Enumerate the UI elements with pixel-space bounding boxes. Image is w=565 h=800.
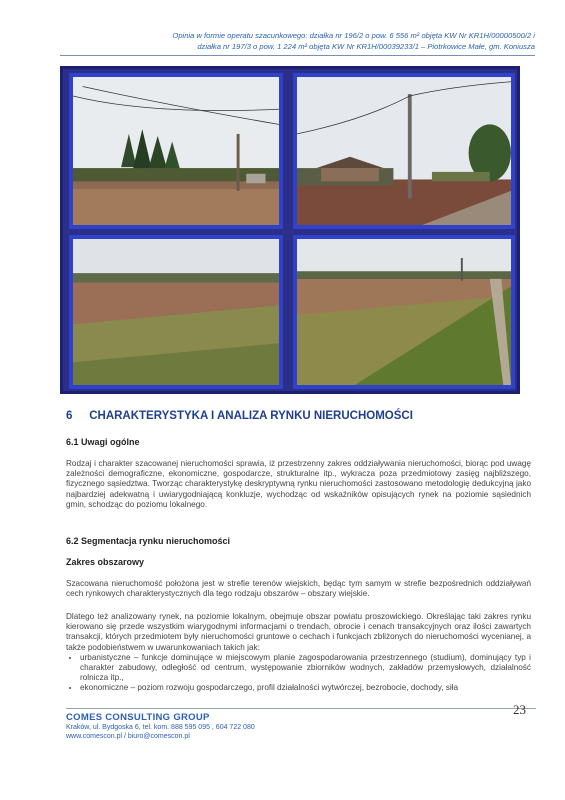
conditions-list xyxy=(66,653,531,694)
header-line-1: Opinia w formie operatu szacunkowego: działka nr 196/2 o pow. 6 556 m² objęta KW Nr KR1H/00000500/2 i xyxy=(172,31,535,40)
list-item-urbanistyczne: • urbanistyczne – funkcje dominujące w miejscowym planie zagospodarowania przestrzennego (studium), dominujący typ i charakter zabudowy, odległość od centrum, występowanie zbiorników wodnych, zakładów przemysłowych, działalność rolnicza itp., xyxy=(80,653,531,684)
document-footer xyxy=(66,702,536,741)
section-6-title xyxy=(66,410,413,422)
photo-house-pole xyxy=(293,73,515,229)
footer-divider xyxy=(66,708,536,709)
photo-field-grass xyxy=(293,235,515,389)
paragraph-zakres-2 xyxy=(66,612,531,694)
photo-grid xyxy=(60,66,520,394)
company-address: Kraków, ul. Bydgoska 6, tel. kom. 888 595 095 , 604 722 080 xyxy=(66,724,255,731)
paragraph-zakres-1: Szacowana nieruchomość położona jest w strefie terenów wiejskich, będąc tym samym w strefie bezpośrednich oddziaływań cech rynkowych charakterystycznych dla tego rodzaju obszarów – obszary wiejskie. xyxy=(66,579,531,599)
header-divider xyxy=(60,55,535,56)
company-web: www.comescon.pl / biuro@comescon.pl xyxy=(66,733,190,740)
document-header xyxy=(60,30,535,52)
section-number: 6 xyxy=(66,410,73,422)
paragraph-zakres-2-text: Dlatego też analizowany rynek, na poziomie lokalnym, obejmuje obszar powiatu proszowickiego. Określając taki zakres rynku kierowano się przede wszystkim wiarygodnymi informacjami o trendach, obrocie i cenach transakcyjnych oraz ilości zawartych transakcji, których przedmiotem były nieruchomości gruntowe o cechach i funkcjach zbliżonych do nieruchomości wycenianej, a także podobieństwem w uwarunkowaniach takich jak: xyxy=(66,612,531,652)
photo-open-field xyxy=(69,235,283,389)
heading-6-2: 6.2 Segmentacja rynku nieruchomości xyxy=(66,536,231,546)
company-name: COMES CONSULTING GROUP xyxy=(66,712,210,723)
photo-trees-powerline xyxy=(69,73,283,229)
paragraph-6-1: Rodzaj i charakter szacowanej nieruchomości sprawia, iż przestrzenny zakres oddziaływania nieruchomości, biorąc pod uwagę zależności demograficzne, ekonomiczne, gospodarcze, strukturalne itp., wykracza poza przedmiotowy zasięg najbliższego, fizycznego sąsiedztwa. Tworząc charakterystykę deskryptywną rynku nieruchomości zastosowano metodologię dedukcyjną jako najbardziej adekwatną i uwiarygodniającą konkluzje, wychodząc od wskaźników opisujących rynek na poziomie sąsiednich gmin, schodząc do poziomu lokalnego. xyxy=(66,459,531,509)
list-item-ekonomiczne: • ekonomiczne – poziom rozwoju gospodarczego, profil działalności wytwórczej, bezrobocie, dochody, siła xyxy=(80,683,531,693)
heading-6-1: 6.1 Uwagi ogólne xyxy=(66,437,140,447)
page-number: 23 xyxy=(513,702,526,717)
subheading-zakres: Zakres obszarowy xyxy=(66,557,145,567)
section-title-text: CHARAKTERYSTYKA I ANALIZA RYNKU NIERUCHOMOŚCI xyxy=(89,410,413,422)
header-line-2: działka nr 197/3 o pow. 1 224 m² objęta KW Nr KR1H/00039233/1 – Piotrkowice Małe, gm. Koniusza xyxy=(197,42,535,51)
